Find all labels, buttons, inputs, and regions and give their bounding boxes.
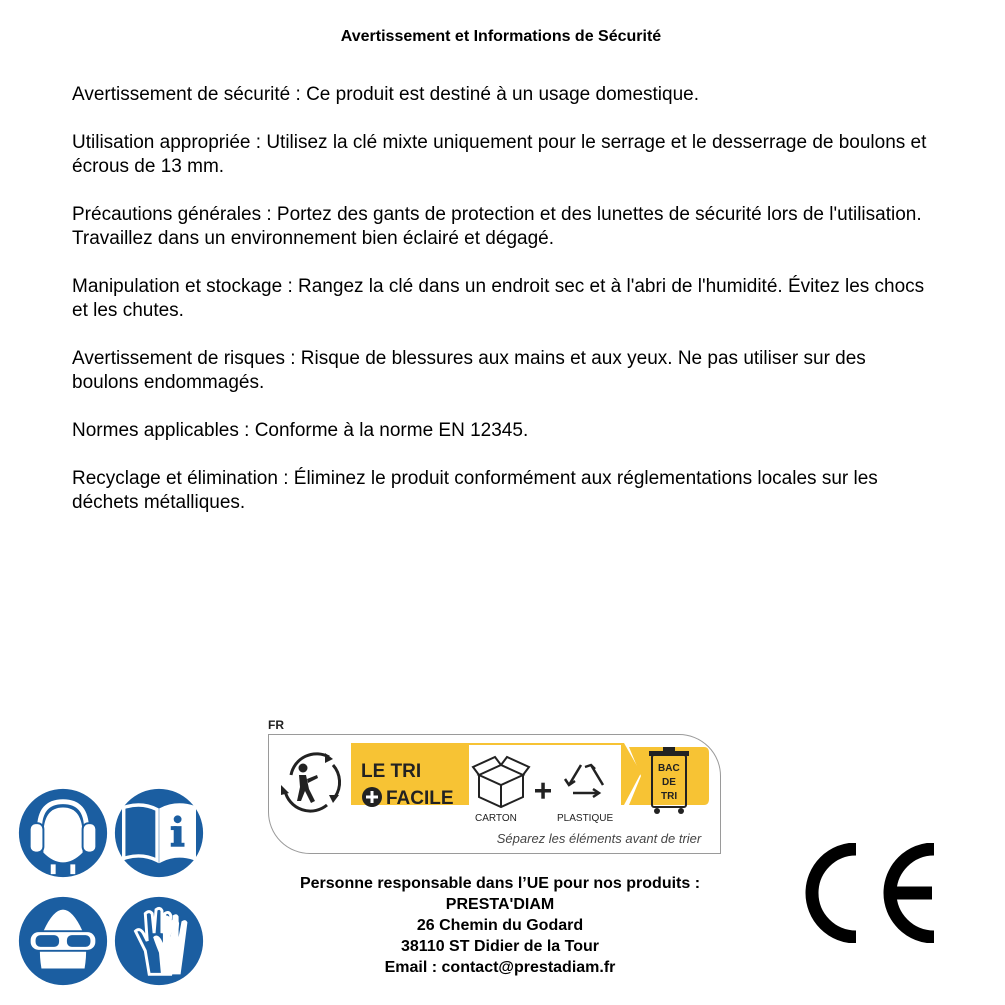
responsible-person bbox=[275, 873, 725, 978]
company-name: PRESTA'DIAM bbox=[445, 896, 555, 913]
paragraph-safety-warning: Avertissement de sécurité : Ce produit est destiné à un usage domestique. bbox=[72, 84, 700, 105]
paragraph-risk-warning: Avertissement de risques : Risque de blessures aux mains et aux yeux. Ne pas utiliser sur des boulons endommagés. bbox=[72, 348, 866, 393]
facile-text: FACILE bbox=[386, 788, 454, 809]
city-address: 38110 ST Didier de la Tour bbox=[401, 938, 599, 955]
le-tri-text: LE TRI bbox=[361, 761, 422, 782]
plastique-label: PLASTIQUE bbox=[557, 813, 614, 824]
triman-person bbox=[281, 753, 339, 803]
ce-mark-icon bbox=[798, 843, 938, 943]
protective-gloves-icon bbox=[110, 892, 208, 990]
ear-protection-icon bbox=[14, 784, 112, 882]
carton-label: CARTON bbox=[475, 813, 517, 824]
triman-logo bbox=[268, 734, 721, 854]
street-address: 26 Chemin du Godard bbox=[416, 917, 584, 934]
bin-label-3: TRI bbox=[661, 791, 678, 802]
document-title: Avertissement et Informations de Sécurité bbox=[340, 28, 662, 45]
contact-email: Email : contact@prestadiam.fr bbox=[384, 959, 616, 976]
bin-label-2: DE bbox=[662, 777, 676, 788]
read-manual-icon bbox=[110, 784, 208, 882]
paragraph-standards: Normes applicables : Conforme à la norme EN 12345. bbox=[72, 420, 529, 441]
paragraph-intended-use: Utilisation appropriée : Utilisez la clé mixte uniquement pour le serrage et le desserrage de boulons et écrous de 13 mm. bbox=[72, 132, 927, 177]
country-label: FR bbox=[268, 718, 284, 732]
paragraph-handling-storage: Manipulation et stockage : Rangez la clé dans un endroit sec et à l'abri de l'humidité. Évitez les chocs et les chutes. bbox=[72, 276, 925, 321]
bin-label-1: BAC bbox=[658, 763, 680, 774]
safety-text bbox=[72, 83, 932, 539]
triman-icon bbox=[285, 754, 340, 811]
safety-glasses-icon bbox=[14, 892, 112, 990]
triman-slogan: Séparez les éléments avant de trier bbox=[496, 831, 702, 846]
responsible-heading: Personne responsable dans l’UE pour nos produits : bbox=[299, 875, 701, 892]
paragraph-recycling: Recyclage et élimination : Éliminez le produit conformément aux réglementations locales sur les déchets métalliques. bbox=[72, 468, 878, 513]
paragraph-general-precautions: Précautions générales : Portez des gants de protection et des lunettes de sécurité lors de l'utilisation. Travaillez dans un environnement bien éclairé et dégagé. bbox=[72, 204, 922, 249]
